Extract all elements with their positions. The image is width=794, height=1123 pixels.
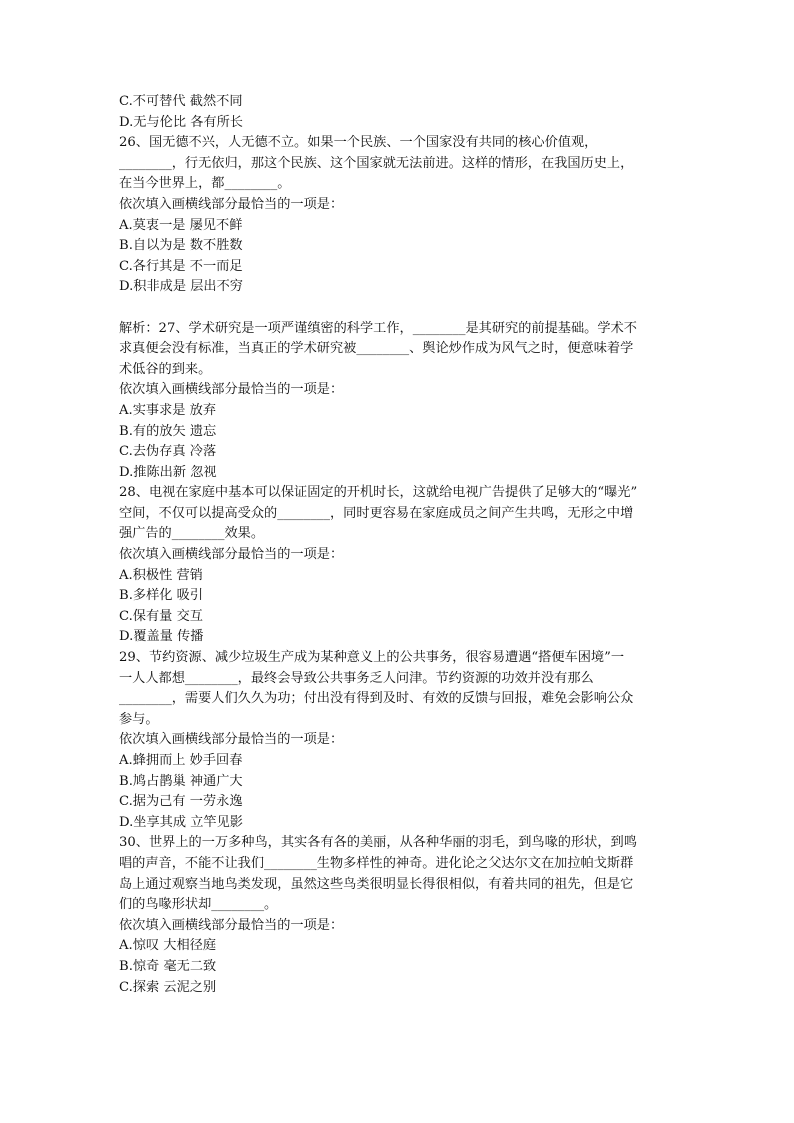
text-line: C.保有量 交互 [119,608,203,624]
text-line: D.覆盖量 传播 [119,629,204,645]
text-line: 依次填入画横线部分最恰当的一项是： [119,196,344,212]
text-line: D.坐享其成 立竿见影 [119,814,243,830]
text-line: A.惊叹 大相径庭 [119,938,217,954]
text-line: C.探索 云泥之别 [119,979,217,995]
text-line: B.惊奇 毫无二致 [119,958,217,974]
text-line: 依次填入画横线部分最恰当的一项是： [119,732,344,748]
text-line: 强广告的________效果。 [119,526,265,542]
blank-line [119,298,677,319]
text-line: C.各行其是 不一而足 [119,258,243,274]
text-line: 30、世界上的一万多种鸟，其实各有各的美丽，从各种华丽的羽毛，到鸟喙的形状，到鸣 [119,835,637,851]
text-line: 依次填入画横线部分最恰当的一项是： [119,547,344,563]
text-line: D.推陈出新 忽视 [119,464,217,480]
text-line: 空间，不仅可以提高受众的________，同时更容易在家庭成员之间产生共鸣，无形之中增 [119,505,634,521]
text-line: 术低谷的到来。 [119,361,212,377]
text-line: 28、电视在家庭中基本可以保证固定的开机时长，这就给电视广告提供了足够大的“曝光” [119,485,638,501]
text-line: C.不可替代 截然不同 [119,94,243,109]
text-line: 求真便会没有标准，当真正的学术研究被________、舆论炒作成为风气之时，便意味着学 [119,341,634,357]
text-line: 依次填入画横线部分最恰当的一项是： [119,382,344,398]
text-line: A.蜂拥而上 妙手回春 [119,753,243,768]
text-line: A.莫衷一是 屡见不鲜 [119,217,243,233]
text-line: 一人人都想________，最终会导致公共事务乏人问津。节约资源的功效并没有那么 [119,670,594,686]
text-line: D.无与伦比 各有所长 [119,114,243,130]
text-line: 参与。 [119,711,159,727]
text-line: 在当今世界上，都________。 [119,176,291,192]
document-body [119,92,677,998]
text-line: 们的鸟喙形状却________。 [119,897,278,913]
text-line: B.鸠占鹊巢 神通广大 [119,773,243,789]
text-line: B.自以为是 数不胜数 [119,238,243,254]
text-line: A.实事求是 放弃 [119,402,217,418]
text-line: 依次填入画横线部分最恰当的一项是： [119,917,344,933]
text-line: 岛上通过观察当地鸟类发现，虽然这些鸟类很明显长得很相似，有着共同的祖先，但是它 [119,876,634,892]
text-line: C.去伪存真 冷落 [119,444,217,460]
text-line: B.有的放矢 遗忘 [119,423,217,439]
text-line: ________，行无依归，那这个民族、这个国家就无法前进。这样的情形，在我国历史上， [119,155,634,171]
text-line: 29、节约资源、减少垃圾生产成为某种意义上的公共事务，很容易遭遇“搭便车困境”一 [119,650,625,666]
text-line: 26、国无德不兴，人无德不立。如果一个民族、一个国家没有共同的核心价值观， [119,135,598,151]
text-line: 唱的声音，不能不让我们________生物多样性的神奇。进化论之父达尔文在加拉帕戈斯群 [119,855,634,871]
text-line: B.多样化 吸引 [119,588,204,604]
text-line: ________，需要人们久久为功；付出没有得到及时、有效的反馈与回报，难免会影响公众 [119,691,634,707]
text-line: D.积非成是 层出不穷 [119,279,243,295]
text-line: A.积极性 营销 [119,567,203,583]
text-line: C.据为己有 一劳永逸 [119,794,243,810]
text-line: 解析：27、学术研究是一项严谨缜密的科学工作，________是其研究的前提基础。学术不 [119,320,637,336]
